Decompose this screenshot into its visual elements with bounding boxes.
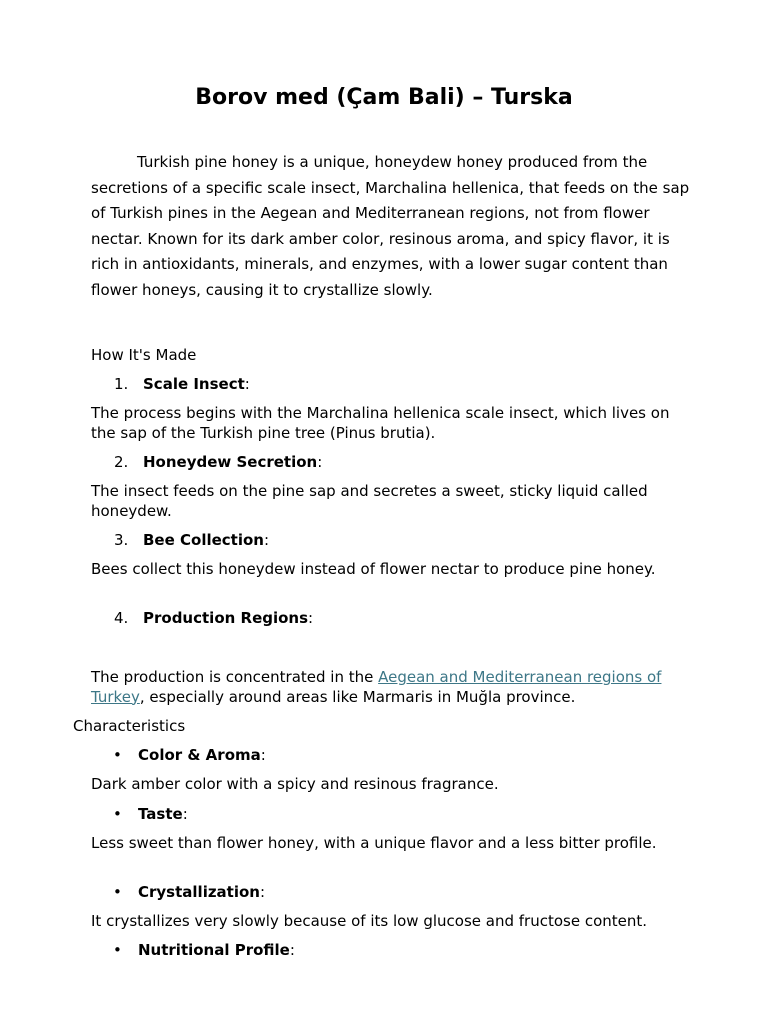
char-label-color-aroma [138,745,266,765]
char-label-text: Taste [138,805,183,823]
step-number: 4. [114,609,129,627]
colon: : [263,531,270,549]
step-label-text: Bee Collection [143,531,264,549]
step-label-text: Production Regions [143,609,309,627]
bullet: • [113,941,122,959]
char-label-taste [138,804,188,824]
colon: : [289,941,295,959]
char-label-text: Crystallization [138,883,260,901]
step-number: 1. [114,375,129,393]
document-title: Borov med (Çam Bali) – Turska [195,85,573,110]
char-text-crystallization: It crystallizes very slowly because of its low glucose and fructose content. [91,912,648,930]
step-text-production-regions [91,668,691,707]
regions-link[interactable]: Aegean and Mediterranean regions of Turkey [91,668,662,706]
char-text-color-aroma: Dark amber color with a spicy and resinous fragrance. [91,775,499,793]
step-label-text: Honeydew Secretion [143,453,318,471]
colon: : [308,609,314,627]
step-label-text: Scale Insect [143,375,245,393]
colon: : [260,746,266,764]
bullet: • [113,746,122,764]
colon: : [259,883,266,901]
step-number: 3. [114,531,129,549]
text-after-link: , especially around areas like Marmaris in Muğla province. [139,687,576,706]
step-text-bee-collection: Bees collect this honeydew instead of flower nectar to produce pine honey. [91,560,656,578]
section-heading-how-made: How It's Made [91,346,197,364]
colon: : [244,375,250,393]
char-label-text: Nutritional Profile [138,941,290,959]
step-text-honeydew-secretion: The insect feeds on the pine sap and secretes a sweet, sticky liquid called honeydew. [91,482,648,520]
char-label-nutritional-profile [138,940,295,960]
step-label-bee-collection [143,530,269,550]
intro-paragraph: Turkish pine honey is a unique, honeydew honey produced from the secretions of a specific scale insect, Marchalina hellenica, that feeds on the sap of Turkish pines in the Aegean and Mediterranean regions, not from flower nectar. Known for its dark amber color, resinous aroma, and spicy flavor, it is rich in antioxidants, minerals, and enzymes, with a lower sugar content than flower honeys, causing it to crystallize slowly. [91,153,690,299]
char-label-crystallization [138,882,265,902]
char-label-text: Color & Aroma [138,746,261,764]
step-label-scale-insect [143,374,250,394]
step-number: 2. [114,453,129,471]
section-heading-characteristics: Characteristics [73,717,186,735]
bullet: • [113,805,122,823]
step-label-honeydew-secretion [143,452,322,472]
text-before-link: The production is concentrated in the [91,668,379,686]
bullet: • [113,883,122,901]
colon: : [317,453,323,471]
char-text-taste: Less sweet than flower honey, with a unique flavor and a less bitter profile. [91,834,657,852]
step-label-production-regions [143,608,313,628]
colon: : [182,805,188,823]
step-text-scale-insect: The process begins with the Marchalina hellenica scale insect, which lives on the sap of the Turkish pine tree (Pinus brutia). [91,404,670,442]
